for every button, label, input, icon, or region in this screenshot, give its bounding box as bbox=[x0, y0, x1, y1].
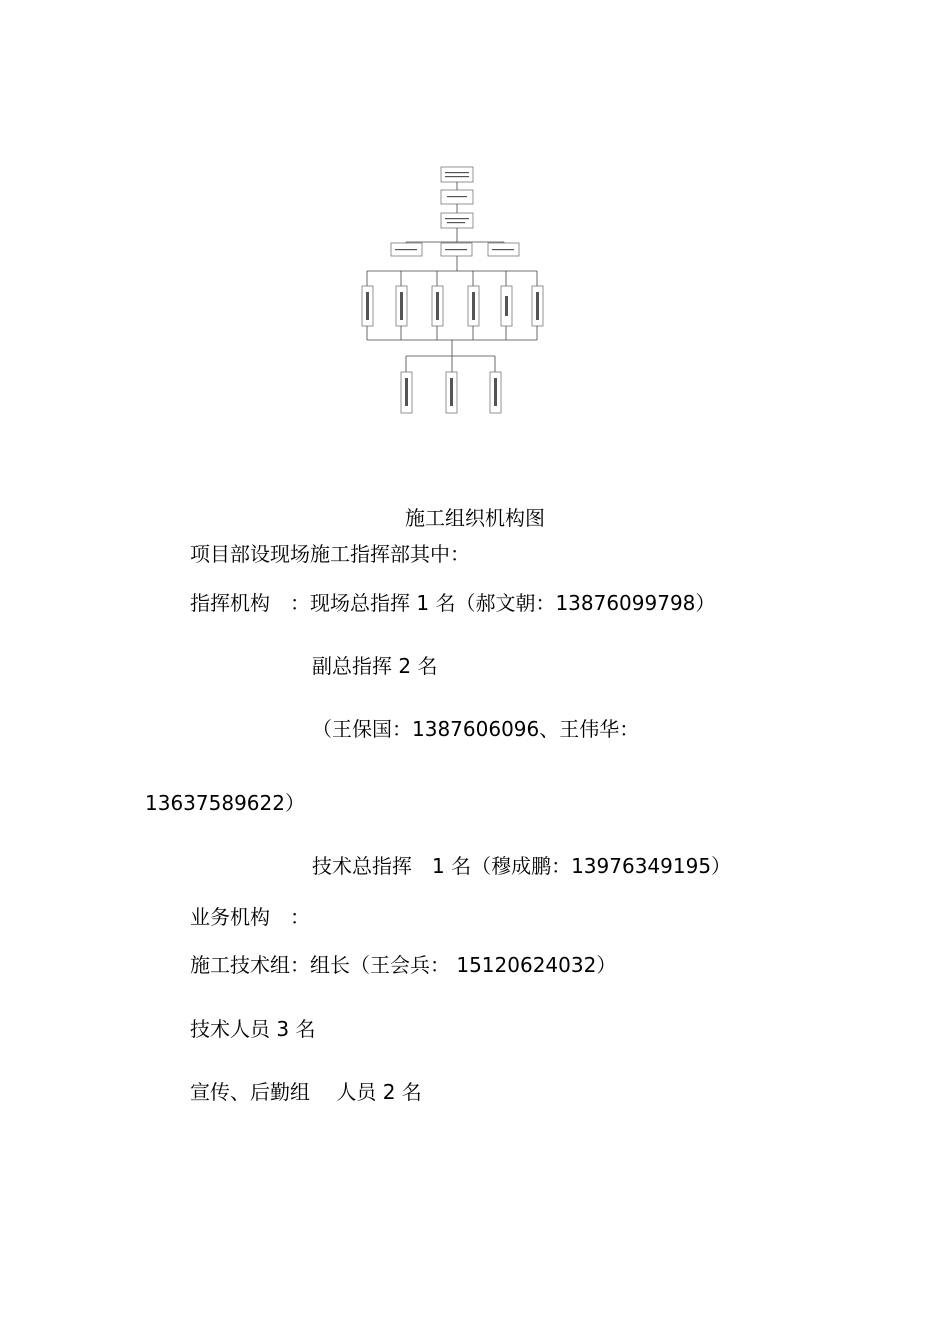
tech-staff-line: 技术人员 3 名 bbox=[190, 1017, 316, 1041]
deputy-line: 副总指挥 2 名 bbox=[312, 654, 438, 678]
org-box-top bbox=[441, 167, 473, 182]
org-box-third bbox=[441, 213, 473, 228]
chart-caption: 施工组织机构图 bbox=[405, 506, 545, 530]
command-line: 指挥机构 ：现场总指挥 1 名（郝文朝：13876099798） bbox=[190, 591, 716, 615]
tech-chief-line: 技术总指挥 1 名（穆成鹏：13976349195） bbox=[312, 854, 732, 878]
business-line: 业务机构 ： bbox=[190, 905, 310, 929]
logistics-line: 宣传、后勤组 人员 2 名 bbox=[190, 1080, 422, 1104]
deputy-names-line: （王保国：1387606096、王伟华： bbox=[312, 717, 640, 741]
tech-group-line: 施工技术组：组长（王会兵： 15120624032） bbox=[190, 953, 617, 977]
intro-line: 项目部设现场施工指挥部其中： bbox=[190, 542, 470, 566]
org-departments bbox=[362, 271, 543, 340]
deputy-phone-continued: 13637589622） bbox=[145, 791, 305, 815]
org-chart bbox=[355, 160, 555, 420]
